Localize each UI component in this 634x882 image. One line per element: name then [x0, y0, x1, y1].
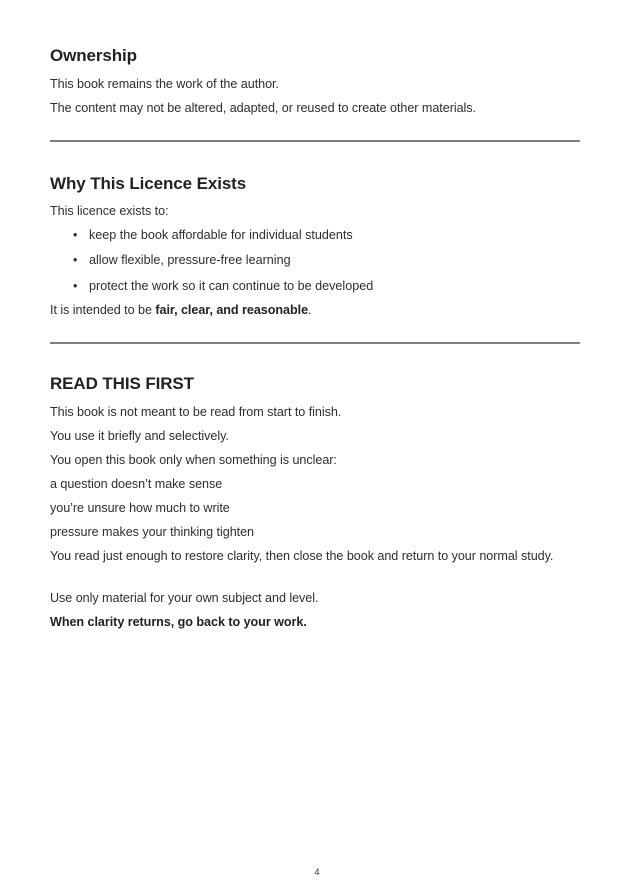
paragraph: The content may not be altered, adapted, or reused to create other materials. [50, 101, 476, 115]
closing-suffix: . [308, 303, 312, 317]
bullet-icon: • [73, 228, 78, 242]
bullet-icon: • [73, 253, 78, 267]
section-divider [50, 342, 580, 344]
paragraph: a question doesn’t make sense [50, 477, 223, 491]
paragraph: You open this book only when something is unclear: [50, 453, 337, 467]
heading-read-this-first: READ THIS FIRST [50, 374, 194, 393]
paragraph: You use it briefly and selectively. [50, 429, 229, 443]
bullet-icon: • [73, 279, 78, 293]
list-item: keep the book affordable for individual students [89, 228, 353, 242]
heading-ownership: Ownership [50, 46, 137, 65]
closing-prefix: It is intended to be [50, 303, 156, 317]
heading-why-licence: Why This Licence Exists [50, 174, 247, 193]
paragraph-closing [50, 303, 311, 317]
paragraph: you’re unsure how much to write [50, 501, 230, 515]
paragraph-closing-bold: When clarity returns, go back to your work. [50, 615, 307, 629]
paragraph: Use only material for your own subject and level. [50, 591, 319, 605]
section-divider [50, 140, 580, 142]
list-item: protect the work so it can continue to be developed [89, 279, 374, 293]
paragraph: You read just enough to restore clarity, then close the book and return to your normal study. [50, 549, 554, 563]
paragraph: This book is not meant to be read from start to finish. [50, 405, 342, 419]
list-item: allow flexible, pressure-free learning [89, 253, 291, 267]
closing-bold: fair, clear, and reasonable [155, 303, 309, 317]
paragraph: This book remains the work of the author. [50, 77, 279, 91]
page-number: 4 [314, 867, 320, 877]
paragraph: pressure makes your thinking tighten [50, 525, 255, 539]
paragraph: This licence exists to: [50, 204, 169, 218]
